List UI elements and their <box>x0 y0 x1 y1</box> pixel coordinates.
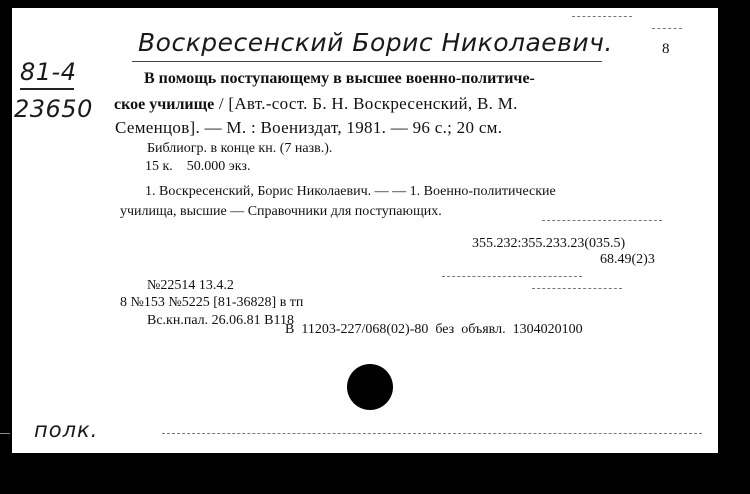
handwritten-author-name: Воскресенский Борис Николаевич. <box>138 28 613 57</box>
scan-noise <box>572 16 632 18</box>
edge-tick <box>0 433 10 434</box>
chamber-date-line: Вс.кн.пал. 26.06.81 В118 <box>147 313 294 328</box>
scan-noise <box>652 28 682 30</box>
subjects-line-2: училища, высшие — Справочники для поступающих. <box>120 204 442 219</box>
title-line-1: В помощь поступающему в высшее военно-политиче- <box>144 70 535 87</box>
catalog-card <box>12 8 718 453</box>
heading-underline <box>132 61 602 62</box>
registration-number: №22514 13.4.2 <box>147 278 234 293</box>
handwritten-inventory-number: 23650 <box>14 95 93 123</box>
order-line: 8 №153 №5225 [81-36828] в тп <box>120 295 304 310</box>
handwritten-call-number: 81-4 <box>20 58 77 86</box>
scan-noise <box>542 220 662 222</box>
bbk-code: 68.49(2)3 <box>600 252 655 267</box>
subjects-line-1: 1. Воскресенский, Борис Николаевич. — — 1. Военно-политические <box>145 184 556 199</box>
page-mark: 8 <box>662 41 670 57</box>
title-line-3: Семенцов]. — М. : Воениздат, 1981. — 96 с.; 20 см. <box>115 118 503 137</box>
udc-code: 355.232:355.233.23(035.5) <box>472 236 626 251</box>
code-line: В 11203-227/068(02)-80 без объявл. 1304020100 <box>285 322 583 337</box>
title-line-2 <box>114 94 518 114</box>
scan-noise <box>442 276 582 278</box>
scan-noise <box>162 433 702 435</box>
handwritten-note: полк. <box>34 418 99 442</box>
price-and-run: 15 к. 50.000 экз. <box>145 159 251 174</box>
scan-noise <box>532 288 622 290</box>
punch-hole <box>347 364 393 410</box>
call-number-underline <box>20 88 74 90</box>
bibliography-note: Библиогр. в конце кн. (7 назв.). <box>147 141 333 156</box>
title-line-2-bold: ское училище <box>114 96 215 113</box>
title-line-2-rest: / [Авт.-сост. Б. Н. Воскресенский, В. М. <box>214 94 518 113</box>
